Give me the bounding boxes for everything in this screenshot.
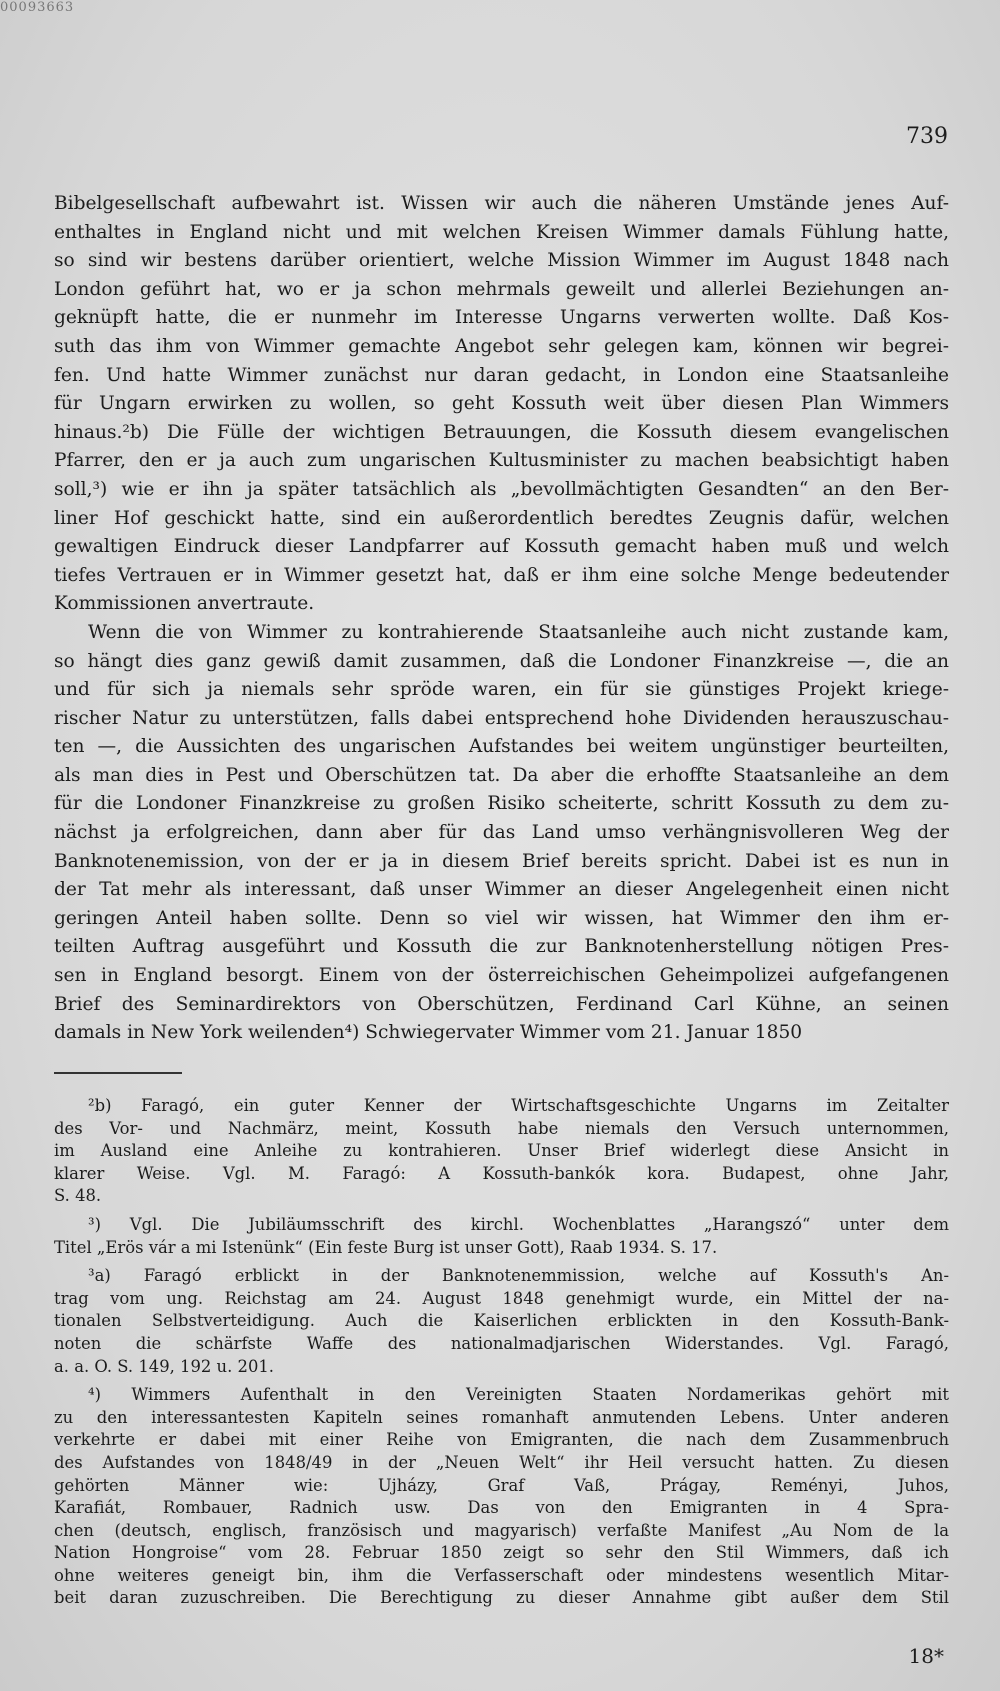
- body-text-line: soll,³) wie er ihn ja später tatsächlich als „bevollmächtigten Gesandten“ an den Ber-: [54, 478, 949, 500]
- body-text-line: nächst ja erfolgreichen, dann aber für das Land umso verhängnisvolleren Weg der: [54, 822, 949, 844]
- body-text-line: tiefes Vertrauen er in Wimmer gesetzt hat, daß er ihm eine solche Menge bedeutender: [54, 564, 949, 586]
- footnote-line: ohne weiteres geneigt bin, ihm die Verfasserschaft oder mindestens wesentlich Mitar-: [54, 1565, 949, 1585]
- body-text-line: Wenn die von Wimmer zu kontrahierende Staatsanleihe auch nicht zustande kam,: [88, 621, 949, 643]
- footnote-line: gehörten Männer wie: Ujházy, Graf Vaß, Prágay, Reményi, Juhos,: [54, 1475, 949, 1495]
- footnote-line: trag vom ung. Reichstag am 24. August 1848 genehmigt wurde, ein Mittel der na-: [54, 1288, 949, 1308]
- body-text-line: teilten Auftrag ausgeführt und Kossuth die zur Banknotenherstellung nötigen Pres-: [54, 936, 949, 958]
- body-text-line: sen in England besorgt. Einem von der österreichischen Geheimpolizei aufgefangenen: [54, 965, 949, 987]
- body-text-line: geknüpft hatte, die er nunmehr im Interesse Ungarns verwerten wollte. Daß Kos-: [54, 307, 949, 329]
- body-text-line: und für sich ja niemals sehr spröde waren, ein für sie günstiges Projekt kriege-: [54, 679, 949, 701]
- body-text-line: gewaltigen Eindruck dieser Landpfarrer auf Kossuth gemacht haben muß und welch: [54, 536, 949, 558]
- body-text-line: Kommissionen anvertraute.: [54, 593, 315, 615]
- body-text-line: London geführt hat, wo er ja schon mehrmals geweilt und allerlei Beziehungen an-: [54, 278, 949, 300]
- footnote-line: beit daran zuzuschreiben. Die Berechtigung zu dieser Annahme gibt außer dem Stil: [54, 1588, 949, 1608]
- body-text-line: für Ungarn erwirken zu wollen, so geht Kossuth weit über diesen Plan Wimmers: [54, 393, 949, 415]
- body-text-line: als man dies in Pest und Oberschützen tat. Da aber die erhoffte Staatsanleihe an dem: [54, 764, 949, 786]
- scan-id-mark: 00093663: [0, 0, 75, 15]
- page-number: 739: [906, 124, 948, 149]
- footnote-line: chen (deutsch, englisch, französisch und magyarisch) verfaßte Manifest „Au Nom de la: [54, 1520, 949, 1540]
- footnote-separator: [54, 1072, 182, 1074]
- body-text-line: suth das ihm von Wimmer gemachte Angebot sehr gelegen kam, können wir begrei-: [54, 335, 949, 357]
- body-text-line: damals in New York weilenden⁴) Schwiegervater Wimmer vom 21. Januar 1850: [54, 1022, 803, 1044]
- body-text-line: hinaus.²b) Die Fülle der wichtigen Betrauungen, die Kossuth diesem evangelischen: [54, 421, 949, 443]
- printer-signature-mark: 18*: [908, 1644, 944, 1668]
- footnote-line: ³a) Faragó erblickt in der Banknotenemmission, welche auf Kossuth's An-: [88, 1266, 949, 1286]
- body-text-line: so sind wir bestens darüber orientiert, welche Mission Wimmer im August 1848 nach: [54, 250, 949, 272]
- footnote-line: ⁴) Wimmers Aufenthalt in den Vereinigten Staaten Nordamerikas gehört mit: [88, 1385, 949, 1405]
- body-text-line: Brief des Seminardirektors von Oberschützen, Ferdinand Carl Kühne, an seinen: [54, 993, 949, 1015]
- body-text-line: so hängt dies ganz gewiß damit zusammen, daß die Londoner Finanzkreise —, die an: [54, 650, 949, 672]
- footnote-line: noten die schärfste Waffe des nationalmadjarischen Widerstandes. Vgl. Faragó,: [54, 1333, 949, 1353]
- body-text-line: enthaltes in England nicht und mit welchen Kreisen Wimmer damals Fühlung hatte,: [54, 221, 949, 243]
- body-text-line: Bibelgesellschaft aufbewahrt ist. Wissen wir auch die näheren Umstände jenes Auf-: [54, 193, 949, 214]
- footnote-line: des Vor- und Nachmärz, meint, Kossuth habe niemals den Versuch unternommen,: [54, 1118, 949, 1138]
- footnote-line: des Aufstandes von 1848/49 in der „Neuen Welt“ ihr Heil versucht hatten. Zu diesen: [54, 1452, 949, 1472]
- body-text-line: ten —, die Aussichten des ungarischen Aufstandes bei weitem ungünstiger beurteilten,: [54, 736, 949, 758]
- footnote-line: verkehrte er dabei mit einer Reihe von Emigranten, die nach dem Zusammenbruch: [54, 1430, 949, 1450]
- footnote-line: ³) Vgl. Die Jubiläumsschrift des kirchl. Wochenblattes „Harangszó“ unter dem: [88, 1214, 949, 1234]
- footnote-line: a. a. O. S. 149, 192 u. 201.: [54, 1356, 275, 1376]
- body-text-line: rischer Natur zu unterstützen, falls dabei entsprechend hohe Dividenden herauszuschau-: [54, 707, 949, 729]
- body-text-line: geringen Anteil haben sollte. Denn so viel wir wissen, hat Wimmer den ihm er-: [54, 907, 949, 929]
- body-text-line: Pfarrer, den er ja auch zum ungarischen Kultusminister zu machen beabsichtigt haben: [54, 450, 949, 472]
- footnote-line: im Ausland eine Anleihe zu kontrahieren. Unser Brief widerlegt diese Ansicht in: [54, 1141, 949, 1161]
- footnotes-block: [54, 1095, 949, 1610]
- body-text-line: fen. Und hatte Wimmer zunächst nur daran gedacht, in London eine Staatsanleihe: [54, 364, 949, 386]
- body-text-line: liner Hof geschickt hatte, sind ein außerordentlich beredtes Zeugnis dafür, welchen: [54, 507, 949, 529]
- footnote-line: Titel „Erös vár a mi Istenünk“ (Ein feste Burg ist unser Gott), Raab 1934. S. 17.: [54, 1237, 718, 1257]
- main-text-block: [54, 190, 949, 1048]
- body-text-line: für die Londoner Finanzkreise zu großen Risiko scheiterte, schritt Kossuth zu dem zu-: [54, 793, 949, 815]
- body-text-line: Banknotenemission, von der er ja in diesem Brief bereits spricht. Dabei ist es nun in: [54, 850, 949, 872]
- footnote-line: Nation Hongroise“ vom 28. Februar 1850 zeigt so sehr den Stil Wimmers, daß ich: [54, 1543, 949, 1563]
- footnote-line: ²b) Faragó, ein guter Kenner der Wirtschaftsgeschichte Ungarns im Zeitalter: [88, 1096, 949, 1115]
- footnote-line: Karafiát, Rombauer, Radnich usw. Das von den Emigranten in 4 Spra-: [54, 1498, 949, 1518]
- footnote-line: tionalen Selbstverteidigung. Auch die Kaiserlichen erblickten in den Kossuth-Bank-: [54, 1311, 949, 1331]
- footnote-line: klarer Weise. Vgl. M. Faragó: A Kossuth-bankók kora. Budapest, ohne Jahr,: [54, 1163, 949, 1183]
- footnote-line: S. 48.: [54, 1186, 102, 1206]
- body-text-line: der Tat mehr als interessant, daß unser Wimmer an dieser Angelegenheit einen nicht: [54, 879, 949, 901]
- footnote-line: zu den interessantesten Kapiteln seines romanhaft anmutenden Lebens. Unter anderen: [54, 1407, 949, 1427]
